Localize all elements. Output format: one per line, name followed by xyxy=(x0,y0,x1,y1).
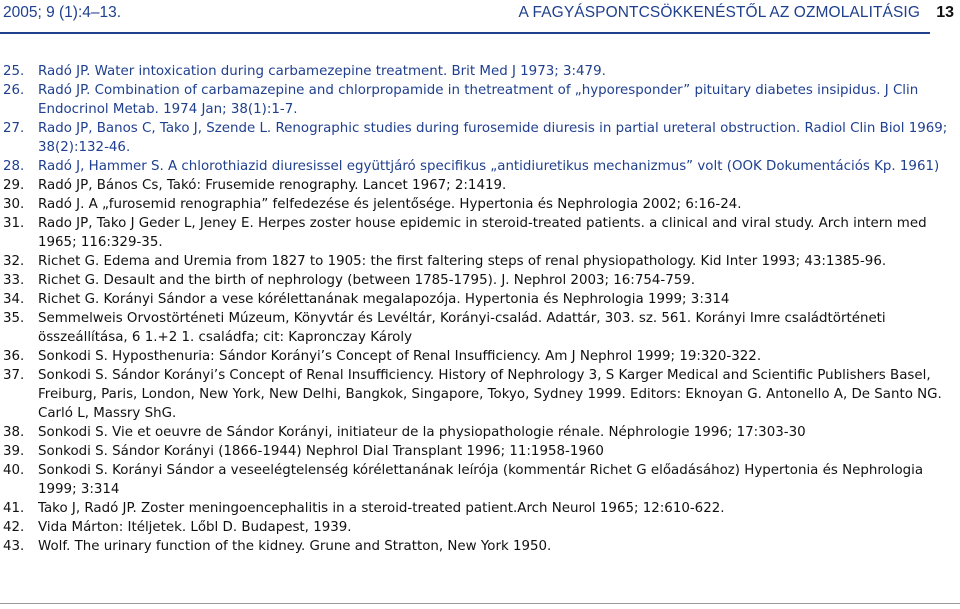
reference-item xyxy=(0,62,952,81)
reference-item xyxy=(0,195,952,214)
reference-text: Rado JP, Tako J Geder L, Jeney E. Herpes zoster house epidemic in steroid-treated patients. a clinical and viral study. Arch intern med 1965; 116:329-35. xyxy=(38,216,927,250)
reference-item xyxy=(0,290,952,309)
reference-number: 36. xyxy=(3,349,25,364)
reference-text: Radó JP, Bános Cs, Takó: Frusemide renography. Lancet 1967; 2:1419. xyxy=(38,178,507,193)
reference-text: Richet G. Korányi Sándor a vese kórélettanának megalapozója. Hypertonia és Nephrologia 1999; 3:314 xyxy=(38,292,730,307)
reference-number: 39. xyxy=(3,444,25,459)
reference-text: Sonkodi S. Sándor Korányi’s Concept of Renal Insufficiency. History of Nephrology 3, S Karger Medical and Scientific Publishers Basel, Freiburg, Paris, London, New York, New Delhi, Bangkok, Singapore, Tokyo, Sydney 1999. Editors: Eknoyan G. Antonello A, De Santo NG. Carló L, Massry ShG. xyxy=(38,368,942,421)
reference-item xyxy=(0,347,952,366)
reference-item xyxy=(0,518,952,537)
header-rule xyxy=(0,32,930,34)
reference-item xyxy=(0,423,952,442)
page-number: 13 xyxy=(936,4,954,21)
reference-number: 38. xyxy=(3,425,25,440)
reference-item xyxy=(0,537,952,556)
reference-number: 32. xyxy=(3,254,25,269)
reference-item xyxy=(0,309,952,347)
reference-text[interactable]: Radó J, Hammer S. A chlorothiazid diuresissel együttjáró specifikus „antidiuretikus mechanizmus” volt (OOK Dokumentációs Kp. 1961) xyxy=(38,159,940,174)
reference-item xyxy=(0,119,952,157)
reference-number: 33. xyxy=(3,273,25,288)
reference-text: Sonkodi S. Hyposthenuria: Sándor Korányi’s Concept of Renal Insufficiency. Am J Nephrol 1999; 19:320-322. xyxy=(38,349,762,364)
running-title: A FAGYÁSPONTCSÖKKENÉSTŐL AZ OZMOLALITÁSIG xyxy=(518,4,920,21)
reference-number: 35. xyxy=(3,311,25,326)
reference-item xyxy=(0,271,952,290)
reference-text[interactable]: Rado JP, Banos C, Tako J, Szende L. Renographic studies during furosemide diuresis in partial ureteral obstruction. Radiol Clin Biol 1969; 38(2):132-46. xyxy=(38,121,948,155)
reference-number: 29. xyxy=(3,178,25,193)
reference-text[interactable]: Radó JP. Water intoxication during carbamezepine treatment. Brit Med J 1973; 3:479. xyxy=(38,64,606,79)
reference-number: 40. xyxy=(3,463,25,478)
reference-text[interactable]: Radó JP. Combination of carbamazepine and chlorpropamide in thetreatment of „hyporesponder” pituitary diabetes insipidus. J Clin Endocrinol Metab. 1974 Jan; 38(1):1-7. xyxy=(38,83,919,117)
reference-text: Sonkodi S. Sándor Korányi (1866-1944) Nephrol Dial Transplant 1996; 11:1958-1960 xyxy=(38,444,604,459)
bottom-divider xyxy=(0,603,960,604)
reference-number: 30. xyxy=(3,197,25,212)
reference-number: 31. xyxy=(3,216,25,231)
reference-item xyxy=(0,176,952,195)
running-header xyxy=(0,0,960,34)
reference-number: 34. xyxy=(3,292,25,307)
reference-item xyxy=(0,252,952,271)
reference-number: 26. xyxy=(3,83,25,98)
reference-item xyxy=(0,157,952,176)
reference-item xyxy=(0,442,952,461)
reference-item xyxy=(0,81,952,119)
reference-number: 28. xyxy=(3,159,25,174)
reference-text: Tako J, Radó JP. Zoster meningoencephalitis in a steroid-treated patient.Arch Neurol 1965; 12:610-622. xyxy=(38,501,725,516)
reference-number: 25. xyxy=(3,64,25,79)
reference-text: Sonkodi S. Vie et oeuvre de Sándor Korányi, initiateur de la physiopathologie rénale. Néphrologie 1996; 17:303-30 xyxy=(38,425,806,440)
reference-text: Richet G. Edema and Uremia from 1827 to 1905: the first faltering steps of renal physiopathology. Kid Inter 1993; 43:1385-96. xyxy=(38,254,887,269)
reference-number: 41. xyxy=(3,501,25,516)
reference-list xyxy=(0,62,952,556)
reference-number: 27. xyxy=(3,121,25,136)
reference-item xyxy=(0,499,952,518)
journal-citation: 2005; 9 (1):4–13. xyxy=(3,4,122,21)
reference-item xyxy=(0,366,952,423)
reference-item xyxy=(0,461,952,499)
reference-number: 42. xyxy=(3,520,25,535)
reference-text: Vida Márton: Itéljetek. Lőbl D. Budapest, 1939. xyxy=(38,520,352,535)
reference-text: Richet G. Desault and the birth of nephrology (between 1785-1795). J. Nephrol 2003; 16:754-759. xyxy=(38,273,696,288)
reference-text: Wolf. The urinary function of the kidney. Grune and Stratton, New York 1950. xyxy=(38,539,552,554)
reference-text: Radó J. A „furosemid renographia” felfedezése és jelentősége. Hypertonia és Nephrologia 2002; 6:16-24. xyxy=(38,197,742,212)
reference-item xyxy=(0,214,952,252)
reference-text: Sonkodi S. Korányi Sándor a veseelégtelenség kórélettanának leírója (kommentár Richet G előadásához) Hypertonia és Nephrologia 1999; 3:314 xyxy=(38,463,924,497)
reference-text: Semmelweis Orvostörténeti Múzeum, Könyvtár és Levéltár, Korányi-család. Adattár, 303. sz. 561. Korányi Imre családtörténeti összeállítása, 6 1.+2 1. családfa; cit: Kapronczay Károly xyxy=(38,311,886,345)
reference-number: 43. xyxy=(3,539,25,554)
reference-number: 37. xyxy=(3,368,25,383)
